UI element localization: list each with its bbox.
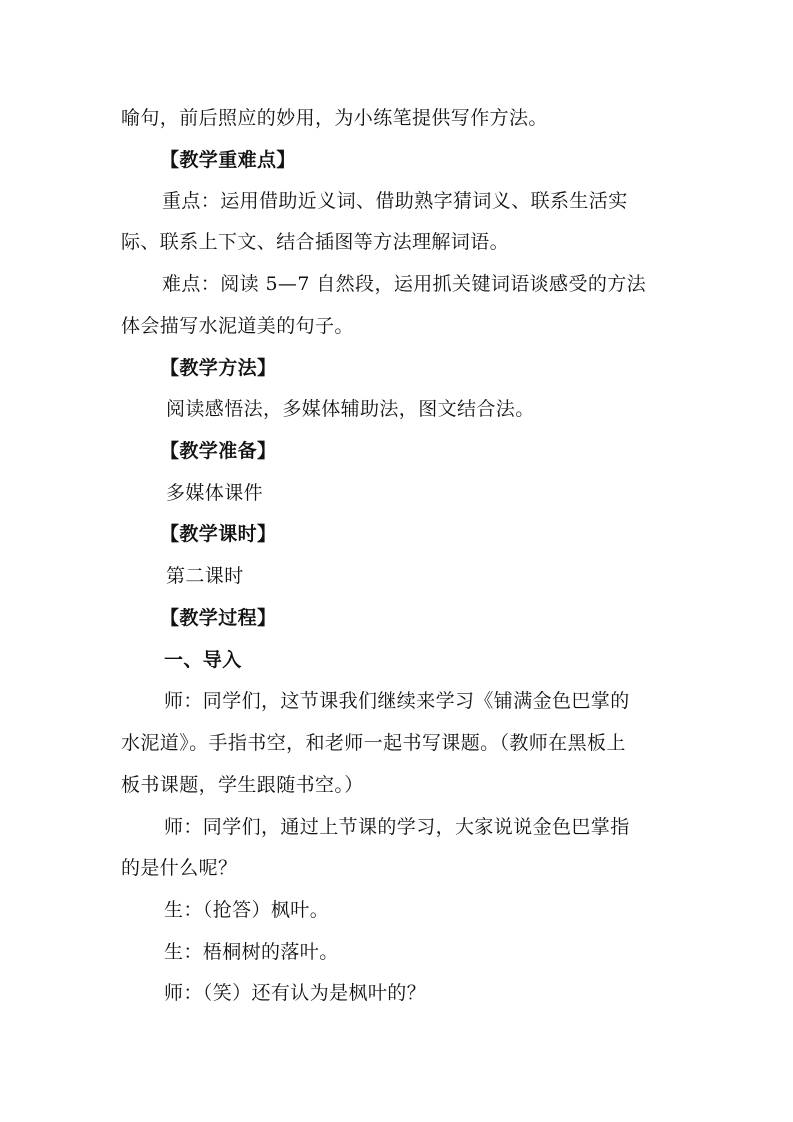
section-heading-preparation: 【教学准备】 — [160, 440, 277, 462]
paragraph-line: 师：同学们，这节课我们继续来学习《铺满金色巴掌的 — [164, 690, 630, 712]
section-heading-key-points: 【教学重难点】 — [160, 149, 296, 171]
paragraph-line: 第二课时 — [166, 565, 244, 587]
subsection-heading-intro: 一、导入 — [164, 649, 242, 671]
section-heading-process: 【教学过程】 — [160, 607, 277, 629]
paragraph-line: 体会描写水泥道美的句子。 — [121, 315, 354, 337]
paragraph-line: 难点：阅读 5—7 自然段，运用抓关键词语谈感受的方法 — [162, 273, 647, 295]
paragraph-line: 水泥道》。手指书空，和老师一起书写课题。（教师在黑板上 — [121, 732, 626, 754]
section-heading-methods: 【教学方法】 — [160, 357, 277, 379]
paragraph-line: 多媒体课件 — [166, 482, 264, 504]
paragraph-line: 师：（笑）还有认为是枫叶的？ — [164, 982, 427, 1004]
paragraph-line: 生：梧桐树的落叶。 — [164, 941, 339, 963]
paragraph-line: 师：同学们，通过上节课的学习，大家说说金色巴掌指 — [164, 816, 630, 838]
paragraph-line: 重点：运用借助近义词、借助熟字猜词义、联系生活实 — [162, 190, 628, 212]
paragraph-line: 板书课题，学生跟随书空。） — [121, 774, 364, 796]
paragraph-line: 阅读感悟法，多媒体辅助法，图文结合法。 — [166, 398, 535, 420]
paragraph-line: 的是什么呢？ — [121, 857, 238, 879]
paragraph-line: 喻句，前后照应的妙用，为小练笔提供写作方法。 — [121, 107, 548, 129]
paragraph-line: 际、联系上下文、结合插图等方法理解词语。 — [121, 231, 510, 253]
section-heading-lesson-period: 【教学课时】 — [160, 523, 277, 545]
paragraph-line: 生：（抢答）枫叶。 — [164, 899, 330, 921]
